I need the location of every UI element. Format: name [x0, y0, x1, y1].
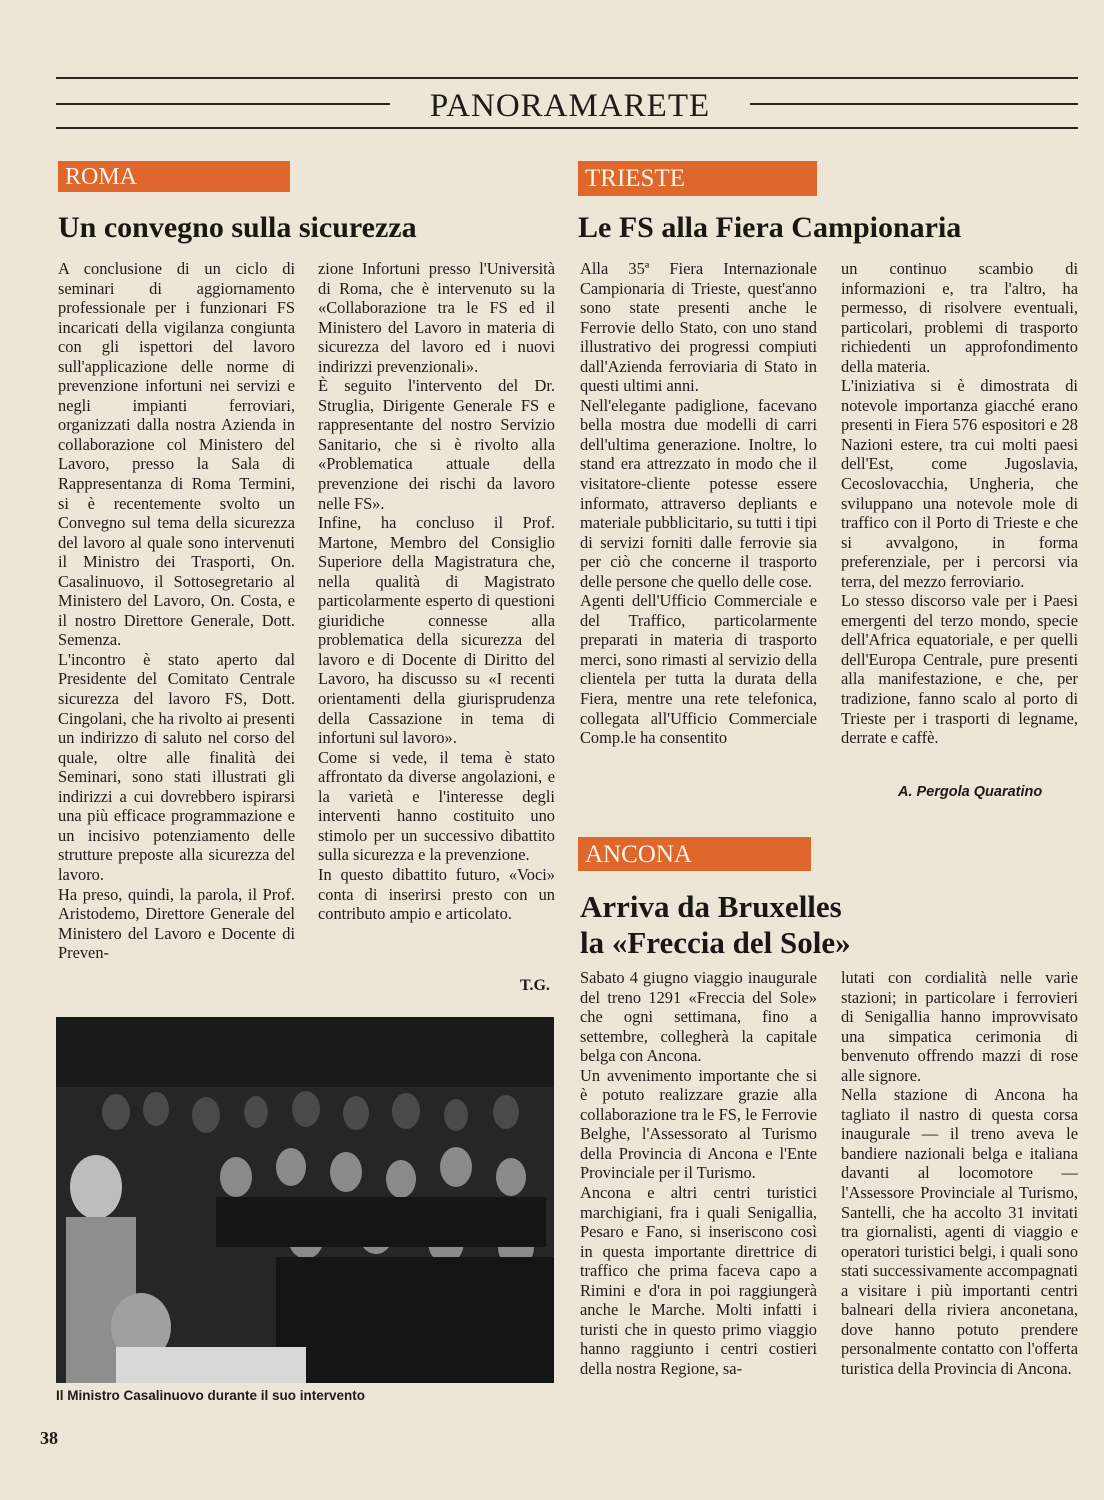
roma-column-1: A conclusione di un ciclo di seminari di aggiornamento professionale per i funzionari FS incaricati della vigilanza congiunta con gli ispettori del lavoro sull'applicazione delle norme di prevenzione infortuni nei servizi e negli impianti ferroviari, organizzati dalla nostra Azienda in collaborazione col Ministero del Lavoro, presso la Sala di Rappresentanza di Roma Termini, si è recentemente svolto un Convegno sul tema della sicurezza del lavoro al quale sono intervenuti il Ministro dei Trasporti, On. Casalinuovo, il Sottosegretario al Ministero del Lavoro, On. Costa, e il nostro Direttore Generale, Dott. Semenza. L'incontro è stato aperto dal Presidente del Comitato Centrale sicurezza del lavoro FS, Dott. Cingolani, che ha rivolto ai presenti un indirizzo di saluto nel corso del quale, oltre alle finalità dei Seminari, sono stati illustrati gli indirizzi a cui dovrebbero ispirarsi una più efficace programmazione e un incisivo potenziamento delle strutture preposte alla sicurezza del lavoro. Ha preso, quindi, la parola, il Prof. Aristodemo, Direttore Generale del Ministero del Lavoro e Docente di Preven- [58, 259, 295, 963]
trieste-column-2: un continuo scambio di informazioni e, tra l'altro, ha permesso, di risolvere eventuali, particolari, problemi di trasporto richiedenti un approfondimento della materia. L'iniziativa si è dimostrata di notevole importanza giacché erano presenti in Fiera 576 espositori e 28 Nazioni estere, tra cui molti paesi dell'Est, come Jugoslavia, Cecoslovacchia, Ungheria, che sviluppano una notevole mole di traffico con il Porto di Trieste e che si avvalgono, in forma preferenziale, per i percorsi via terra, del mezzo ferroviario. Lo stesso discorso vale per i Paesi emergenti del terzo mondo, specie dell'Africa equatoriale, e per quelli dell'Europa Centrale, pure presenti alla manifestazione, e che, per tradizione, fanno scalo al porto di Trieste per i trasporti di legname, derrate e caffè. [841, 259, 1078, 748]
roma-tag: ROMA [58, 161, 290, 192]
roma-headline: Un convegno sulla sicurezza [58, 211, 417, 244]
ancona-tag: ANCONA [578, 837, 811, 871]
trieste-tag: TRIESTE [578, 161, 817, 196]
audience-photo-illustration [56, 1017, 554, 1383]
masthead-right-rule [750, 103, 1078, 105]
masthead-bottom-rule [56, 127, 1078, 129]
ancona-headline-line-2: la «Freccia del Sole» [580, 925, 851, 960]
trieste-signature: A. Pergola Quaratino [898, 784, 1043, 800]
masthead-left-rule [56, 103, 390, 105]
roma-column-2: zione Infortuni presso l'Università di Roma, che è intervenuto su la «Collaborazione tra le FS ed il Ministero del Lavoro in materia di sicurezza del lavoro ed i nuovi indirizzi prevenzionali». È seguito l'intervento del Dr. Struglia, Dirigente Generale FS e rappresentante del nostro Servizio Sanitario, che si è rivolto alla «Problematica attuale della prevenzione dei rischi da lavoro nelle FS». Infine, ha concluso il Prof. Martone, Membro del Consiglio Superiore della Magistratura che, nella qualità di Magistrato particolarmente esperto di questioni giuridiche connesse alla problematica della sicurezza del lavoro e di Docente di Diritto del Lavoro, ha discusso su «I recenti orientamenti della giurisprudenza della Cassazione in tema di infortuni sul lavoro». Come si vede, il tema è stato affrontato da diverse angolazioni, e la varietà e l'interesse degli interventi hanno costituito uno stimolo per un successivo dibattito sulla sicurezza e la prevenzione. In questo dibattito futuro, «Voci» conta di inserirsi presto con un contributo ampio e articolato. [318, 259, 555, 924]
top-rule [56, 77, 1078, 79]
ancona-headline-line-1: Arriva da Bruxelles [580, 889, 842, 924]
trieste-column-1: Alla 35ª Fiera Internazionale Campionaria di Trieste, quest'anno sono state presenti anche le Ferrovie dello Stato, con uno stand illustrativo dei progressi compiuti dall'Azienda ferroviaria di Stato in questi ultimi anni. Nell'elegante padiglione, facevano bella mostra due modelli di carri dell'ultima generazione. Inoltre, lo stand era attrezzato in modo che il visitatore-cliente potesse essere informato, attraverso depliants e materiale pubblicitario, su tutti i tipi di servizi forniti dalle ferrovie sia per ciò che concerne il trasporto delle persone che quello delle cose. Agenti dell'Ufficio Commerciale e del Traffico, particolarmente preparati in materia di trasporto merci, sono rimasti al servizio della clientela per tutta la durata della Fiera, mentre una rete telefonica, collegata all'Ufficio Commerciale Comp.le ha consentito [580, 259, 817, 748]
ancona-column-1: Sabato 4 giugno viaggio inaugurale del treno 1291 «Freccia del Sole» che ogni settimana, fino a settembre, collegherà la capitale belga con Ancona. Un avvenimento importante che si è potuto realizzare grazie alla collaborazione tra le FS, le Ferrovie Belghe, l'Assessorato al Turismo della Provincia di Ancona e l'Ente Provinciale per il Turismo. Ancona e altri centri turistici marchigiani, fra i quali Senigallia, Pesaro e Fano, si inseriscono così in questa importante direttrice di traffico che prima faceva capo a Rimini e d'ora in poi raggiungerà anche le Marche. Molti infatti i turisti che in questo primo viaggio hanno raggiunto i centri costieri della nostra Regione, sa- [580, 968, 817, 1378]
roma-signature: T.G. [520, 977, 550, 994]
photo-caption: Il Ministro Casalinuovo durante il suo intervento [56, 1388, 366, 1403]
page-number: 38 [40, 1428, 58, 1448]
section-title: PANORAMARETE [429, 88, 711, 124]
trieste-headline: Le FS alla Fiera Campionaria [578, 211, 962, 244]
minister-photo [56, 1017, 554, 1383]
ancona-column-2: lutati con cordialità nelle varie stazioni; in particolare i ferrovieri di Senigallia hanno improvvisato una simpatica cerimonia di benvenuto offrendo mazzi di rose alle signore. Nella stazione di Ancona ha tagliato il nastro di questa corsa inaugurale — il treno aveva le bandiere nazionali belga e italiana davanti al locomotore — l'Assessore Provinciale al Turismo, Santelli, che ha accolto 31 invitati tra giornalisti, agenti di viaggio e operatori turistici belgi, i quali sono stati successivamente accompagnati a visitare i più importanti centri balneari della riviera anconetana, dove hanno potuto prendere personalmente contatto con l'offerta turistica della Provincia di Ancona. [841, 968, 1078, 1378]
